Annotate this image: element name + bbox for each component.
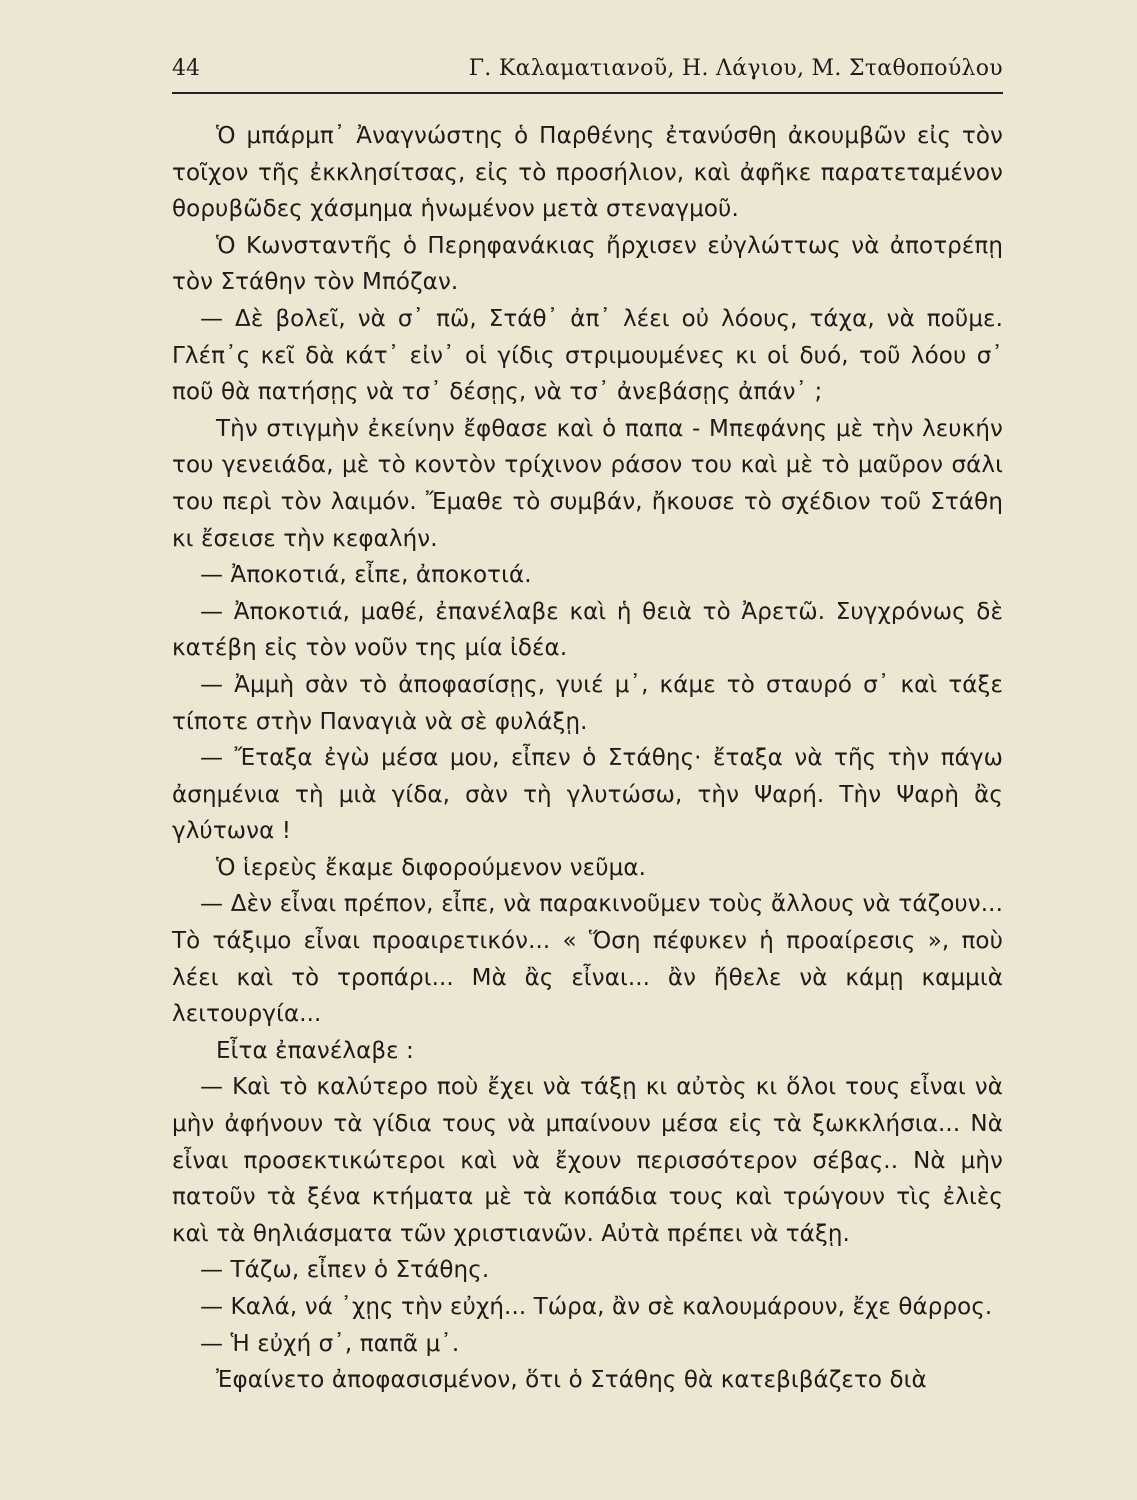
- paragraph: Ὁ ἱερεὺς ἔκαμε διφορούμενον νεῦμα.: [216, 854, 647, 881]
- paragraph: Εἶτα ἐπανέλαβε :: [216, 1037, 414, 1064]
- dialogue-paragraph: — Ἀμμὴ σὰν τὸ ἀποφασίσῃς, γυιέ μ᾽, κάμε τὸ σταυρό σ᾽ καὶ τάξε τίποτε στὴν Παναγιὰ νὰ σὲ φυλάξῃ.: [172, 671, 1003, 735]
- dialogue-paragraph: — Καλά, νά ᾽χῃς τὴν εὐχή... Τώρα, ἂν σὲ καλουμάρουν, ἔχε θάρρος.: [200, 1294, 993, 1320]
- paragraph: Ὁ Κωνσταντῆς ὁ Περηφανάκιας ἤρχισεν εὐγλώττως νὰ ἀποτρέπῃ τὸν Στάθην τὸν Μπόζαν.: [172, 232, 1003, 296]
- dialogue-paragraph: — Τάζω, εἶπεν ὁ Στάθης.: [200, 1257, 490, 1284]
- dialogue-paragraph: — Ἀποκοτιά, μαθέ, ἐπανέλαβε καὶ ἡ θειὰ τὸ Ἀρετῶ. Συγχρόνως δὲ κατέβη εἰς τὸν νοῦν της μία ἰδέα.: [172, 598, 1003, 662]
- paragraph: Ὁ μπάρμπ᾽ Ἀναγνώστης ὁ Παρθένης ἐτανύσθη ἀκουμβῶν εἰς τὸν τοῖχον τῆς ἐκκλησίτσας, εἰς τὸ προσήλιον, καὶ ἀφῆκε παρατεταμένον θορυβῶδες χάσμημα ἡνωμένον μετὰ στεναγμοῦ.: [172, 123, 1003, 223]
- paragraph: Τὴν στιγμὴν ἐκείνην ἔφθασε καὶ ὁ παπα - Μπεφάνης μὲ τὴν λευκήν του γενειάδα, μὲ τὸ κοντὸν τρίχινον ράσον του καὶ μὲ τὸ μαῦρον σάλι του περὶ τὸν λαιμόν. Ἔμαθε τὸ συμβάν, ἤκουσε τὸ σχέδιον τοῦ Στάθη κι ἔσεισε τὴν κεφαλήν.: [172, 415, 1003, 552]
- page-number: 44: [172, 56, 200, 81]
- dialogue-paragraph: — Δὲ βολεῖ, νὰ σ᾽ πῶ, Στάθ᾽ ἀπ᾽ λέει οὐ λόους, τάχα, νὰ ποῦμε. Γλέπ᾽ς κεῖ δὰ κάτ᾽ εἰν᾽ οἱ γίδις στριμουμένες κι οἱ δυό, τοῦ λόου σ᾽ ποῦ θὰ πατήσῃς νὰ τσ᾽ δέσῃς, νὰ τσ᾽ ἀνεβάσῃς ἀπάν᾽ ;: [172, 305, 1003, 406]
- header-rule: [172, 92, 1003, 94]
- dialogue-paragraph: — Ἀποκοτιά, εἶπε, ἀποκοτιά.: [200, 562, 532, 589]
- page-header: [172, 46, 1003, 90]
- dialogue-paragraph: — Δὲν εἶναι πρέπον, εἶπε, νὰ παρακινοῦμεν τοὺς ἄλλους νὰ τάζουν... Τὸ τάξιμο εἶναι προαιρετικόν... « Ὅση πέφυκεν ἡ προαίρεσις », ποὺ λέει καὶ τὸ τροπάρι... Μὰ ἂς εἶναι... ἂν ἤθελε νὰ κάμῃ καμμιὰ λειτουργία...: [172, 891, 1003, 1028]
- running-head: Γ. Καλαματιανοῦ, Η. Λάγιου, Μ. Σταθοπούλου: [468, 56, 1003, 81]
- dialogue-paragraph: — Ἔταξα ἐγὼ μέσα μου, εἶπεν ὁ Στάθης· ἔταξα νὰ τῆς τὴν πάγω ἀσημένια τὴ μιὰ γίδα, σὰν τὴ γλυτώσω, τὴν Ψαρή. Τὴν Ψαρὴ ἂς γλύτωνα !: [172, 745, 1003, 845]
- dialogue-paragraph: — Καὶ τὸ καλύτερο ποὺ ἔχει νὰ τάξῃ κι αὐτὸς κι ὅλοι τους εἶναι νὰ μὴν ἀφήνουν τὰ γίδια τους νὰ μπαίνουν μέσα εἰς τὰ ξωκκλήσια... Νὰ εἶναι προσεκτικώτεροι καὶ νὰ ἔχουν περισσότερον σέβας.. Νὰ μὴν πατοῦν τὰ ξένα κτήματα μὲ τὰ κοπάδια τους καὶ τρώγουν τὶς ἐλιὲς καὶ τὰ θηλιάσματα τῶν χριστιανῶν. Αὐτὰ πρέπει νὰ τάξῃ.: [172, 1074, 1003, 1247]
- body-text: [172, 118, 1003, 1399]
- paragraph: Ἐφαίνετο ἀποφασισμένον, ὅτι ὁ Στάθης θὰ κατεβιβάζετο διὰ: [216, 1367, 927, 1394]
- dialogue-paragraph: — Ἡ εὐχή σ᾽, παπᾶ μ᾽.: [200, 1330, 460, 1357]
